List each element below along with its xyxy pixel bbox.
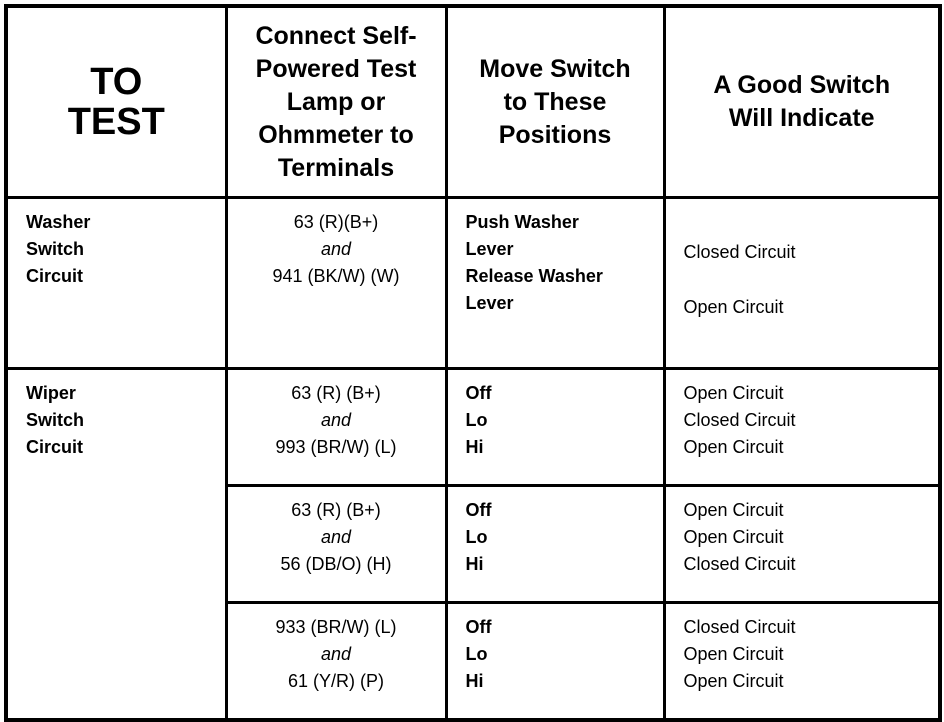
wiper-test-1-and: and [320, 410, 352, 430]
wiper-test-3-pos-off: Off [465, 617, 492, 637]
washer-label-line-1: Washer [26, 212, 91, 232]
wiper-test-2-pos-hi: Hi [465, 554, 484, 574]
wiper-test-1-terminals [226, 369, 446, 486]
header-connect-line-2: Powered Test [255, 54, 417, 83]
header-move-switch [446, 6, 664, 198]
wiper-test-3-terminals [226, 603, 446, 721]
wiper-test-2-pos-off: Off [465, 500, 492, 520]
header-good-switch [664, 6, 940, 198]
wiper-test-1-indications [664, 369, 940, 486]
wiper-test-2-positions [446, 486, 664, 603]
wiper-test-2-terminal-2: 56 (DB/O) (H) [280, 554, 392, 574]
washer-terminal-and: and [320, 239, 352, 259]
wiper-test-3-pos-hi: Hi [465, 671, 484, 691]
header-move-line-3: Positions [498, 120, 612, 149]
wiper-test-3-ind-lo: Open Circuit [683, 644, 784, 664]
washer-row [6, 198, 940, 369]
wiper-test-2-and: and [320, 527, 352, 547]
header-to-test [6, 6, 226, 198]
header-row [6, 6, 940, 198]
wiper-test-3-and: and [320, 644, 352, 664]
wiper-label-line-3: Circuit [26, 437, 84, 457]
header-connect-line-5: Terminals [277, 153, 395, 182]
wiper-test-1-pos-lo: Lo [465, 410, 488, 430]
header-move-line-2: to These [503, 87, 607, 116]
wiper-test-1-pos-hi: Hi [465, 437, 484, 457]
washer-terminals [226, 198, 446, 369]
wiper-test-2-pos-lo: Lo [465, 527, 488, 547]
wiper-test-3-pos-lo: Lo [465, 644, 488, 664]
washer-indication-gap [684, 266, 939, 294]
switch-test-table [4, 4, 942, 722]
wiper-test-1-ind-lo: Closed Circuit [683, 410, 796, 430]
wiper-test-1-pos-off: Off [465, 383, 492, 403]
washer-position-line-3: Release Washer [465, 266, 603, 286]
washer-indication-1: Closed Circuit [683, 242, 796, 262]
washer-label [6, 198, 226, 369]
switch-test-table-page [4, 4, 938, 691]
header-to-test-line-1: TO [90, 61, 143, 103]
wiper-test-1-ind-off: Open Circuit [683, 383, 784, 403]
wiper-test-3-ind-hi: Open Circuit [683, 671, 784, 691]
washer-label-line-3: Circuit [26, 266, 84, 286]
wiper-test-1-terminal-2: 993 (BR/W) (L) [275, 437, 397, 457]
header-move-line-1: Move Switch [479, 54, 631, 83]
wiper-test-3-positions [446, 603, 664, 721]
washer-positions [446, 198, 664, 369]
washer-indication-2: Open Circuit [683, 297, 784, 317]
header-connect [226, 6, 446, 198]
washer-indications [664, 198, 940, 369]
wiper-test-2-ind-hi: Closed Circuit [683, 554, 796, 574]
washer-position-line-1: Push Washer [465, 212, 579, 232]
wiper-row-1 [6, 369, 940, 486]
wiper-test-2-indications [664, 486, 940, 603]
wiper-test-3-terminal-2: 61 (Y/R) (P) [287, 671, 384, 691]
wiper-test-2-terminals [226, 486, 446, 603]
header-to-test-line-2: TEST [67, 101, 165, 143]
washer-position-line-2: Lever [465, 239, 514, 259]
wiper-test-3-terminal-1: 933 (BR/W) (L) [275, 617, 397, 637]
wiper-test-3-ind-off: Closed Circuit [683, 617, 796, 637]
wiper-test-1-terminal-1: 63 (R) (B+) [291, 383, 381, 403]
wiper-test-1-positions [446, 369, 664, 486]
wiper-test-3-indications [664, 603, 940, 721]
wiper-test-2-terminal-1: 63 (R) (B+) [291, 500, 381, 520]
header-connect-line-4: Ohmmeter to [258, 120, 414, 149]
wiper-test-2-ind-lo: Open Circuit [683, 527, 784, 547]
wiper-label-line-1: Wiper [26, 383, 76, 403]
washer-terminal-2: 941 (BK/W) (W) [272, 266, 400, 286]
wiper-test-1-ind-hi: Open Circuit [683, 437, 784, 457]
wiper-label [6, 369, 226, 721]
header-connect-line-3: Lamp or [286, 87, 386, 116]
wiper-test-2-ind-off: Open Circuit [683, 500, 784, 520]
header-good-line-1: A Good Switch [713, 71, 891, 99]
header-connect-line-1: Connect Self- [255, 21, 417, 50]
header-good-line-2: Will Indicate [728, 104, 875, 132]
washer-label-line-2: Switch [26, 239, 85, 259]
washer-terminal-1: 63 (R)(B+) [293, 212, 379, 232]
washer-position-line-4: Lever [465, 293, 514, 313]
wiper-label-line-2: Switch [26, 410, 85, 430]
